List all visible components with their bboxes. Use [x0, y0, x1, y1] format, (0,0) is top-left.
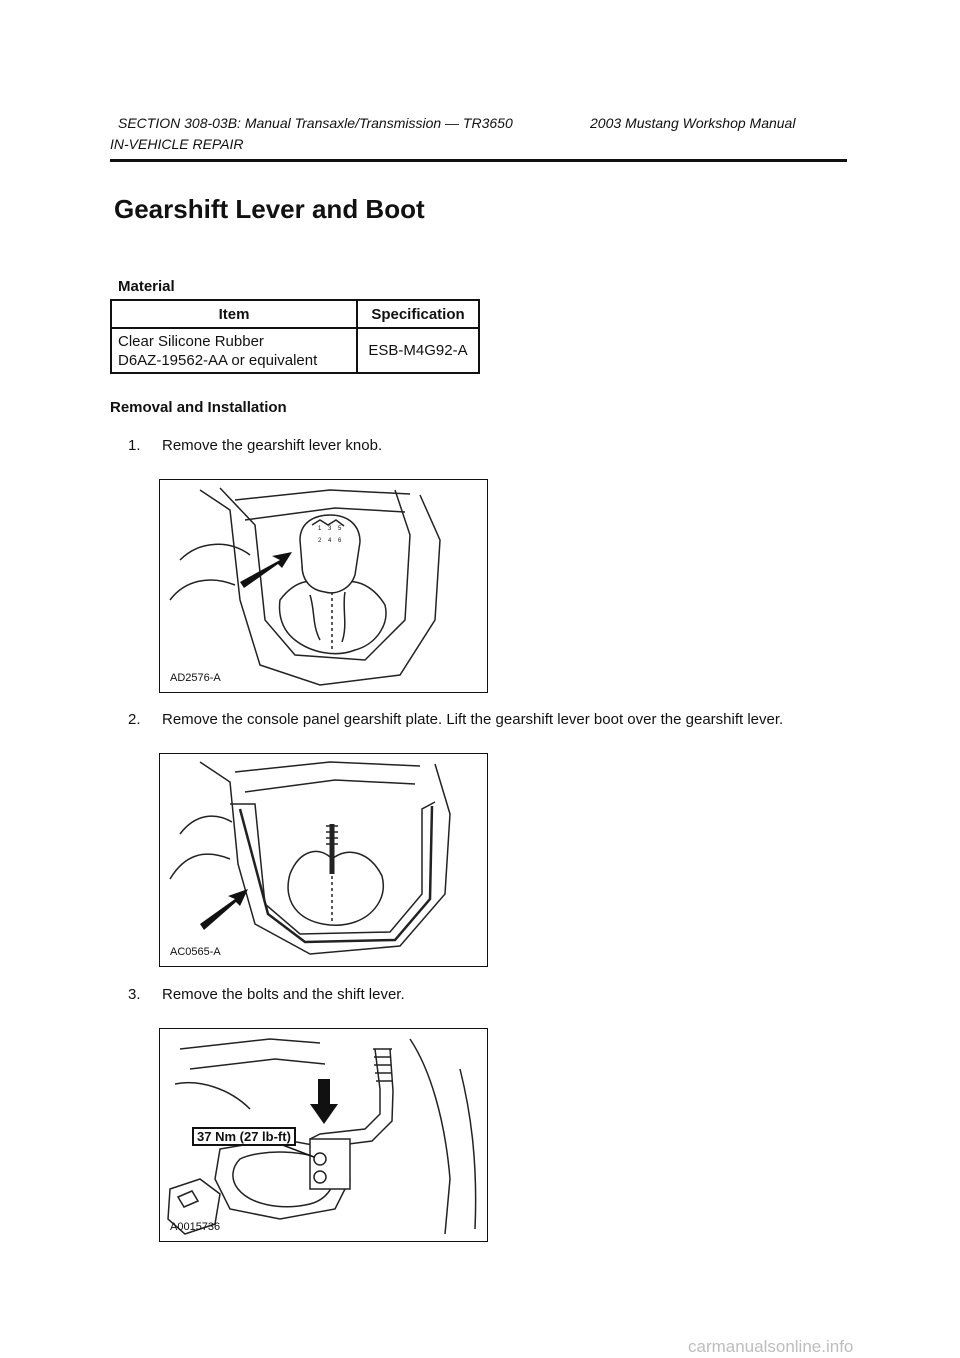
material-table-header	[111, 300, 479, 328]
column-header-specification: Specification	[357, 300, 479, 328]
figure-code: A0015736	[170, 1221, 221, 1233]
header-subsection: IN-VEHICLE REPAIR	[110, 136, 244, 152]
figure-step-3	[159, 1028, 488, 1242]
arrow-icon	[200, 889, 248, 930]
step-text: Remove the console panel gearshift plate. Lift the gearshift lever boot over the gearshift lever.	[162, 711, 784, 728]
header-divider	[110, 159, 847, 162]
step-number: 2.	[128, 711, 141, 728]
gearshift-knob-illustration-icon	[160, 480, 487, 692]
step-1	[128, 437, 382, 454]
step-text: Remove the bolts and the shift lever.	[162, 986, 405, 1003]
svg-text:1: 1	[318, 526, 322, 532]
figure-code: AD2576-A	[170, 672, 221, 684]
header-section-title: SECTION 308-03B: Manual Transaxle/Transmission — TR3650	[118, 115, 513, 131]
page-title: Gearshift Lever and Boot	[114, 194, 425, 224]
watermark: carmanualsonline.info	[688, 1337, 854, 1356]
console-plate-illustration-icon	[160, 754, 487, 966]
figure-step-1	[159, 479, 488, 693]
step-number: 3.	[128, 986, 141, 1003]
svg-text:3: 3	[328, 526, 332, 532]
header-manual-title: 2003 Mustang Workshop Manual	[590, 115, 796, 131]
material-spec-cell: ESB-M4G92-A	[357, 328, 479, 373]
svg-text:5: 5	[338, 526, 342, 532]
figure-step-2	[159, 753, 488, 967]
removal-heading: Removal and Installation	[110, 399, 287, 416]
figure-code: AC0565-A	[170, 946, 221, 958]
column-header-item: Item	[111, 300, 357, 328]
table-row	[111, 328, 479, 373]
step-number: 1.	[128, 437, 141, 454]
step-2	[128, 711, 783, 728]
svg-text:6: 6	[338, 538, 342, 544]
step-text: Remove the gearshift lever knob.	[162, 437, 383, 454]
arrow-icon	[240, 552, 292, 588]
material-table	[110, 299, 480, 374]
material-item-cell	[111, 328, 357, 373]
material-item-part-number: D6AZ-19562-AA or equivalent	[118, 351, 318, 369]
svg-text:2: 2	[318, 538, 322, 544]
material-label: Material	[118, 278, 175, 295]
material-item-name: Clear Silicone Rubber	[118, 332, 264, 350]
arrow-icon	[310, 1079, 338, 1124]
torque-callout: 37 Nm (27 lb-ft)	[192, 1127, 296, 1146]
step-3	[128, 986, 405, 1003]
svg-text:4: 4	[328, 538, 332, 544]
